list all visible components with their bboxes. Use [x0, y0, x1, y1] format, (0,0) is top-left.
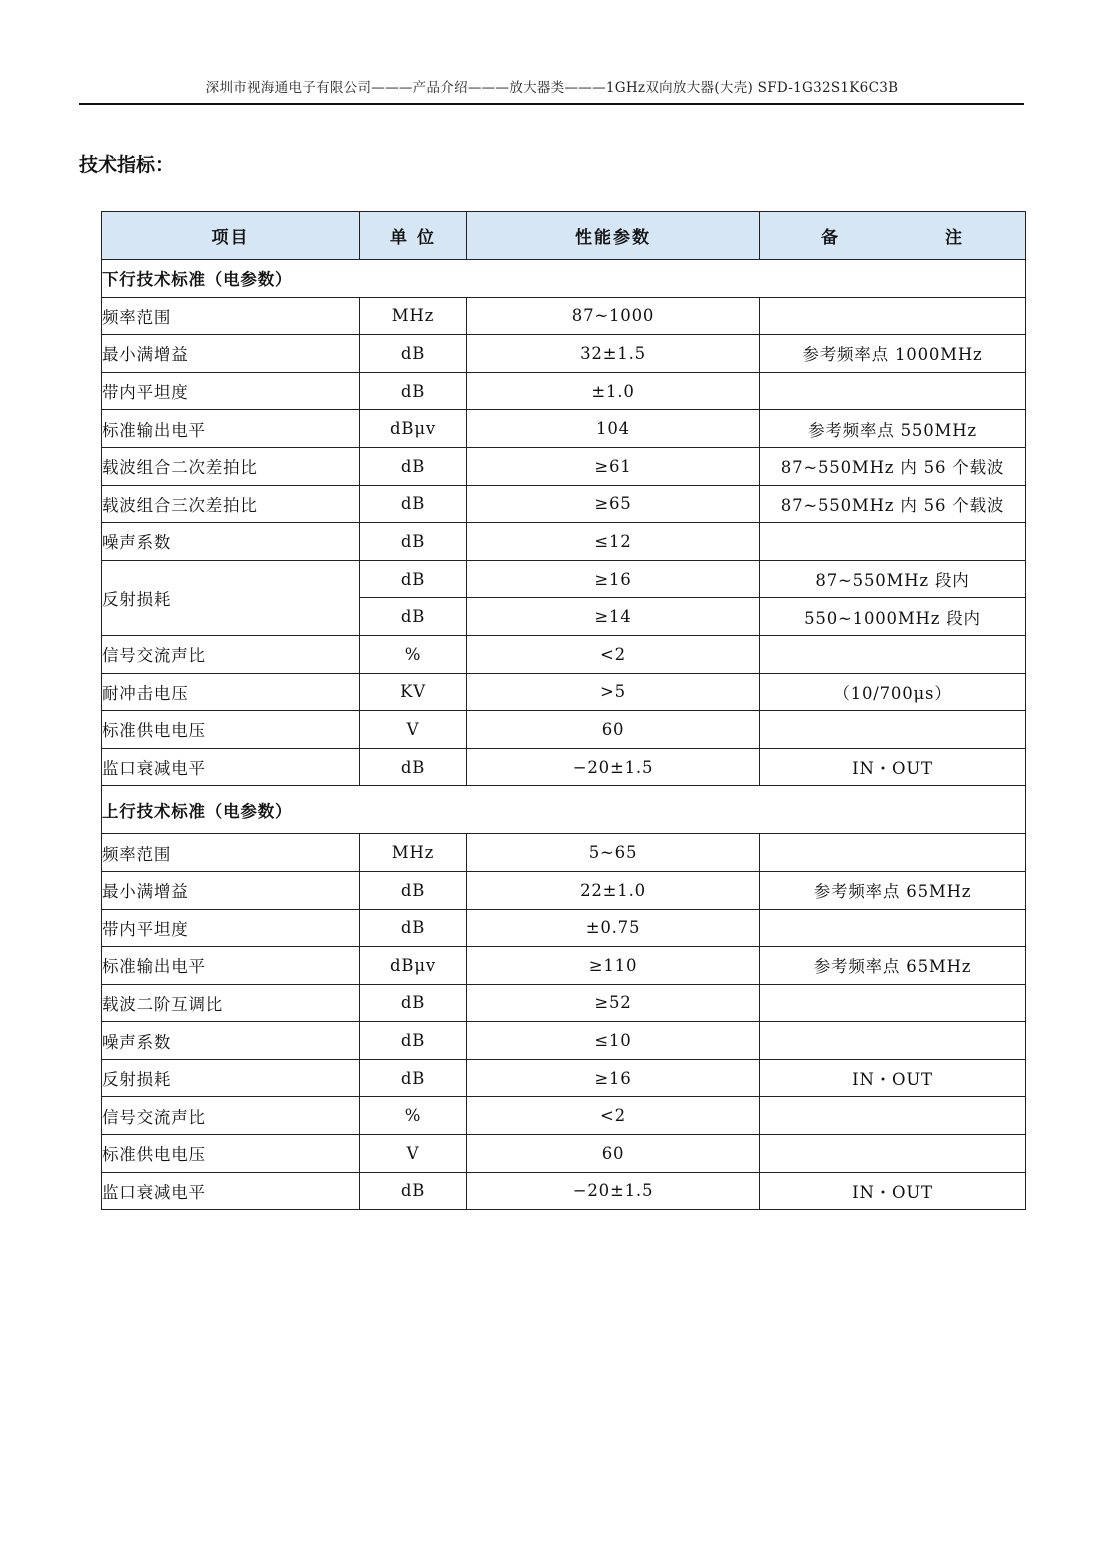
cell-item: 最小满增益	[102, 871, 360, 909]
table-row	[102, 635, 1026, 673]
column-header-remark	[760, 212, 1026, 260]
section-title: 上行技术标准（电参数）	[102, 786, 1026, 834]
cell-value: ≥52	[467, 984, 760, 1022]
section-title: 下行技术标准（电参数）	[102, 260, 1026, 298]
cell-value: ≥61	[467, 447, 760, 485]
cell-value: >5	[467, 673, 760, 711]
cell-value: ≤12	[467, 523, 760, 561]
cell-item: 反射损耗	[102, 560, 360, 635]
cell-value: <2	[467, 1097, 760, 1135]
cell-remark	[760, 1135, 1026, 1173]
cell-unit: dBμv	[360, 410, 467, 448]
cell-item: 频率范围	[102, 297, 360, 335]
table-row	[102, 1172, 1026, 1210]
table-row	[102, 711, 1026, 749]
table-row	[102, 673, 1026, 711]
cell-remark	[760, 711, 1026, 749]
cell-item: 载波组合三次差拍比	[102, 485, 360, 523]
cell-value: 87~1000	[467, 297, 760, 335]
cell-value: 60	[467, 1135, 760, 1173]
column-header-value: 性能参数	[467, 212, 760, 260]
cell-remark: 参考频率点 1000MHz	[760, 335, 1026, 373]
table-row	[102, 1022, 1026, 1060]
cell-unit: dB	[360, 485, 467, 523]
cell-value: ≤10	[467, 1022, 760, 1060]
table-row	[102, 909, 1026, 947]
cell-item: 载波二阶互调比	[102, 984, 360, 1022]
cell-item: 噪声系数	[102, 1022, 360, 1060]
cell-remark: （10/700μs）	[760, 673, 1026, 711]
cell-value: ≥65	[467, 485, 760, 523]
cell-value: −20±1.5	[467, 1172, 760, 1210]
section-heading: 技术指标：	[79, 154, 175, 176]
cell-item: 标准输出电平	[102, 947, 360, 985]
cell-remark	[760, 984, 1026, 1022]
cell-unit: dB	[360, 1022, 467, 1060]
cell-remark	[760, 909, 1026, 947]
cell-unit: dB	[360, 523, 467, 561]
cell-unit: dB	[360, 871, 467, 909]
cell-remark: IN・OUT	[760, 1059, 1026, 1097]
cell-remark: IN・OUT	[760, 748, 1026, 786]
table-row	[102, 335, 1026, 373]
column-header-item: 项目	[102, 212, 360, 260]
cell-value: ≥110	[467, 947, 760, 985]
header-rule	[79, 103, 1024, 105]
table-row	[102, 748, 1026, 786]
cell-value: 32±1.5	[467, 335, 760, 373]
cell-remark	[760, 1097, 1026, 1135]
table-row	[102, 297, 1026, 335]
cell-unit: dB	[360, 1059, 467, 1097]
table-row	[102, 560, 1026, 598]
cell-remark	[760, 834, 1026, 872]
cell-unit: dB	[360, 372, 467, 410]
table-row	[102, 834, 1026, 872]
page-header: 深圳市视海通电子有限公司———产品介绍———放大器类———1GHz双向放大器(大壳) SFD-1G32S1K6C3B	[205, 80, 899, 96]
cell-value: 5~65	[467, 834, 760, 872]
cell-unit: dB	[360, 748, 467, 786]
cell-item: 标准供电电压	[102, 711, 360, 749]
cell-unit: MHz	[360, 834, 467, 872]
cell-value: −20±1.5	[467, 748, 760, 786]
table-row	[102, 871, 1026, 909]
cell-value: ≥14	[467, 598, 760, 636]
cell-item: 监口衰减电平	[102, 1172, 360, 1210]
cell-item: 带内平坦度	[102, 372, 360, 410]
cell-unit: dB	[360, 598, 467, 636]
cell-unit: dBμv	[360, 947, 467, 985]
cell-value: 104	[467, 410, 760, 448]
cell-unit: dB	[360, 1172, 467, 1210]
cell-unit: KV	[360, 673, 467, 711]
column-header-unit: 单 位	[360, 212, 467, 260]
column-header-remark-b: 注	[945, 228, 964, 248]
cell-remark	[760, 1022, 1026, 1060]
table-row	[102, 947, 1026, 985]
column-header-remark-a: 备	[821, 228, 840, 248]
cell-unit: %	[360, 1097, 467, 1135]
cell-unit: dB	[360, 335, 467, 373]
cell-item: 耐冲击电压	[102, 673, 360, 711]
cell-remark: 87~550MHz 段内	[760, 560, 1026, 598]
cell-remark: 87~550MHz 内 56 个载波	[760, 485, 1026, 523]
cell-item: 噪声系数	[102, 523, 360, 561]
cell-value: ±1.0	[467, 372, 760, 410]
cell-remark	[760, 523, 1026, 561]
cell-item: 信号交流声比	[102, 635, 360, 673]
cell-value: ≥16	[467, 560, 760, 598]
spec-table	[101, 211, 1026, 1210]
cell-unit: dB	[360, 560, 467, 598]
table-row	[102, 1097, 1026, 1135]
cell-value: ±0.75	[467, 909, 760, 947]
table-row	[102, 485, 1026, 523]
cell-unit: dB	[360, 447, 467, 485]
cell-unit: %	[360, 635, 467, 673]
cell-item: 信号交流声比	[102, 1097, 360, 1135]
cell-remark	[760, 635, 1026, 673]
table-row	[102, 523, 1026, 561]
cell-unit: dB	[360, 984, 467, 1022]
cell-remark: 参考频率点 550MHz	[760, 410, 1026, 448]
cell-remark: 参考频率点 65MHz	[760, 947, 1026, 985]
cell-value: 22±1.0	[467, 871, 760, 909]
cell-item: 监口衰减电平	[102, 748, 360, 786]
cell-value: ≥16	[467, 1059, 760, 1097]
cell-unit: V	[360, 711, 467, 749]
section-row	[102, 786, 1026, 834]
table-row	[102, 984, 1026, 1022]
cell-item: 载波组合二次差拍比	[102, 447, 360, 485]
cell-item: 标准供电电压	[102, 1135, 360, 1173]
cell-unit: MHz	[360, 297, 467, 335]
table-header-row	[102, 212, 1026, 260]
cell-value: 60	[467, 711, 760, 749]
cell-remark: 87~550MHz 内 56 个载波	[760, 447, 1026, 485]
table-row	[102, 1135, 1026, 1173]
spec-table-body	[102, 260, 1026, 1210]
cell-item: 带内平坦度	[102, 909, 360, 947]
cell-remark: IN・OUT	[760, 1172, 1026, 1210]
cell-remark	[760, 372, 1026, 410]
cell-item: 最小满增益	[102, 335, 360, 373]
cell-item: 反射损耗	[102, 1059, 360, 1097]
cell-item: 频率范围	[102, 834, 360, 872]
table-row	[102, 372, 1026, 410]
cell-item: 标准输出电平	[102, 410, 360, 448]
table-row	[102, 447, 1026, 485]
cell-remark: 参考频率点 65MHz	[760, 871, 1026, 909]
cell-unit: V	[360, 1135, 467, 1173]
cell-remark	[760, 297, 1026, 335]
table-row	[102, 410, 1026, 448]
section-row	[102, 260, 1026, 298]
cell-value: <2	[467, 635, 760, 673]
table-row	[102, 1059, 1026, 1097]
cell-remark: 550~1000MHz 段内	[760, 598, 1026, 636]
cell-unit: dB	[360, 909, 467, 947]
